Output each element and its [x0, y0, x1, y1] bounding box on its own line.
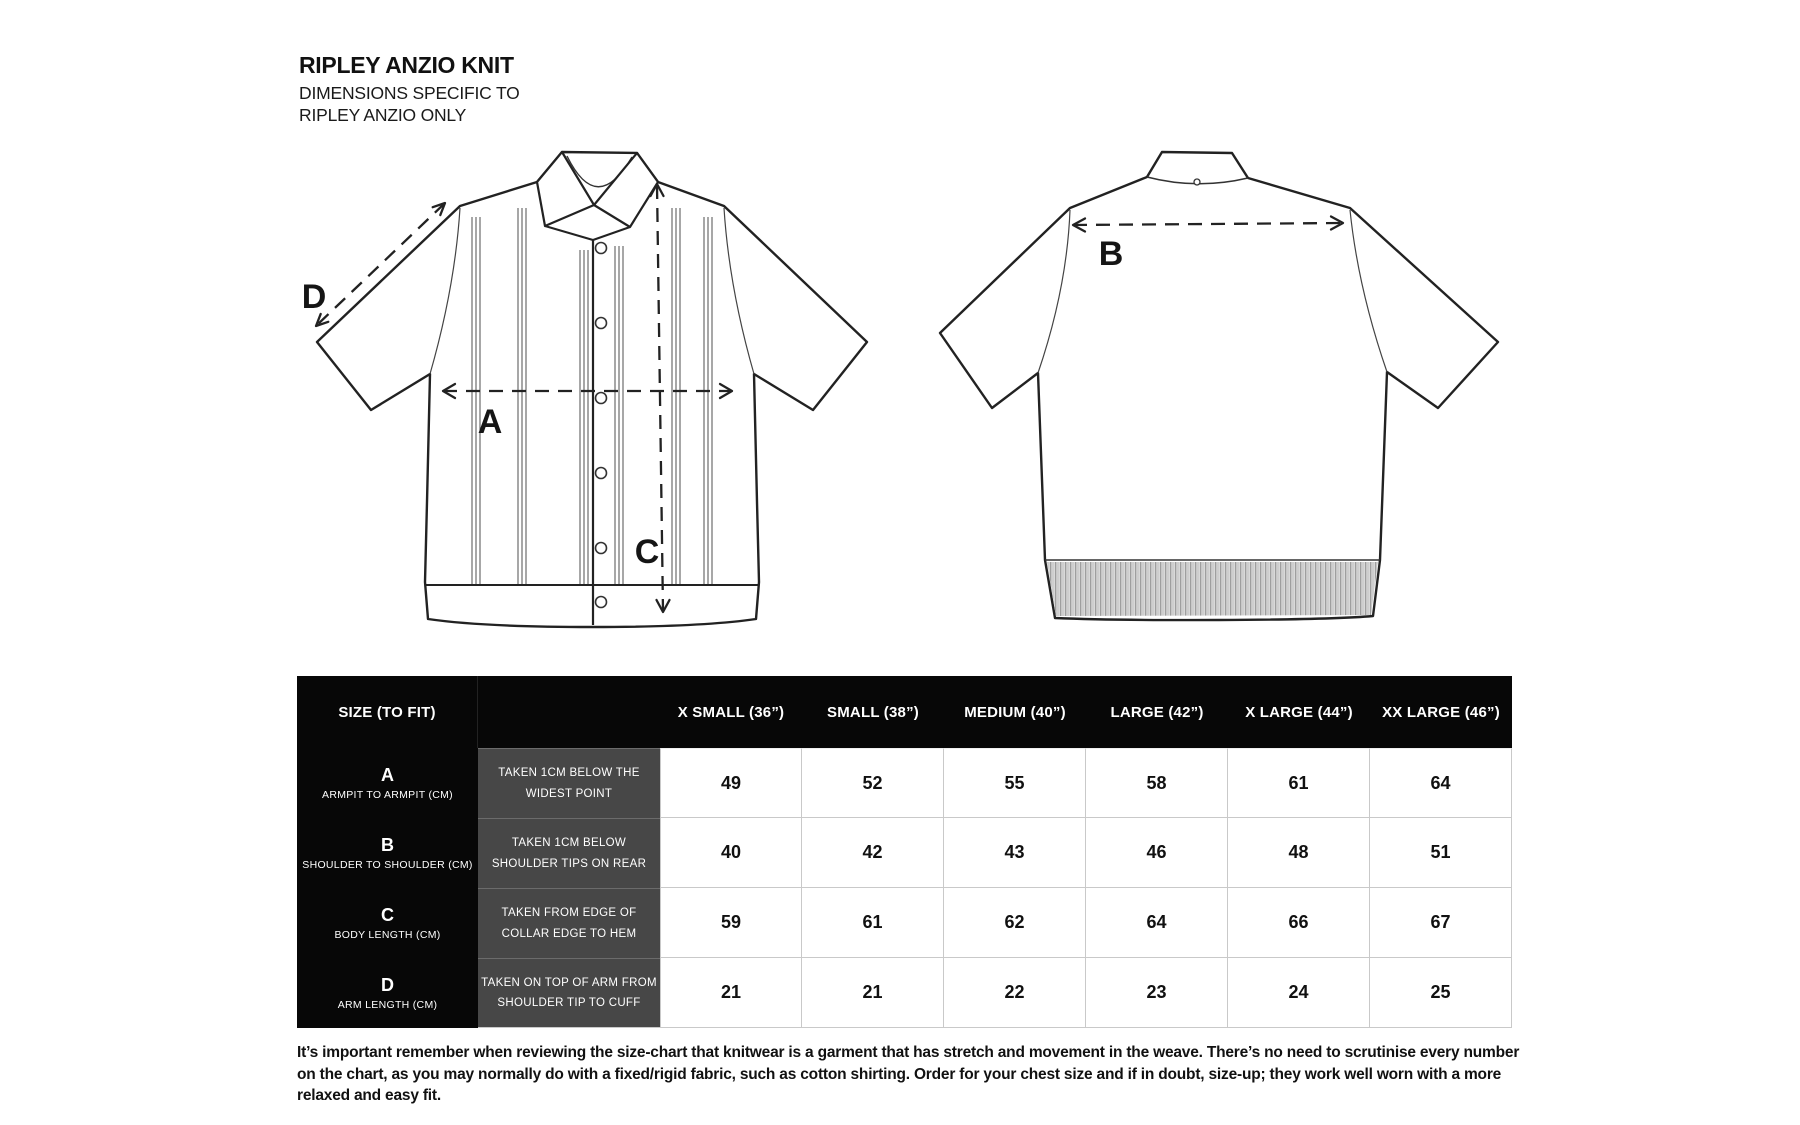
size-value: 49: [660, 748, 802, 818]
row-label-c: [297, 888, 478, 958]
size-value: 59: [660, 888, 802, 958]
size-value: 21: [660, 958, 802, 1028]
measure-name: SHOULDER TO SHOULDER (CM): [302, 859, 473, 872]
header-size-to-fit: SIZE (TO FIT): [297, 676, 478, 748]
measure-name: ARMPIT TO ARMPIT (CM): [322, 789, 453, 802]
header-size-xxlarge: XX LARGE (46”): [1370, 676, 1512, 748]
size-value: 48: [1228, 818, 1370, 888]
size-value: 62: [944, 888, 1086, 958]
row-label-b: [297, 818, 478, 888]
size-value: 21: [802, 958, 944, 1028]
measure-name: BODY LENGTH (CM): [334, 929, 441, 942]
header-size-xsmall: X SMALL (36”): [660, 676, 802, 748]
table-row: [297, 818, 1512, 888]
size-value: 52: [802, 748, 944, 818]
table-header-row: [297, 676, 1512, 748]
size-value: 58: [1086, 748, 1228, 818]
measure-label-c: C: [634, 533, 660, 571]
measure-letter: B: [381, 834, 394, 855]
size-value: 24: [1228, 958, 1370, 1028]
measure-letter: A: [381, 764, 394, 785]
size-value: 67: [1370, 888, 1512, 958]
header-size-medium: MEDIUM (40”): [944, 676, 1086, 748]
size-value: 23: [1086, 958, 1228, 1028]
table-row: [297, 888, 1512, 958]
measure-letter: C: [381, 904, 394, 925]
header-size-xlarge: X LARGE (44”): [1228, 676, 1370, 748]
measure-name: ARM LENGTH (CM): [337, 999, 438, 1012]
page-subtitle-line2: RIPLEY ANZIO ONLY: [299, 105, 467, 126]
size-value: 25: [1370, 958, 1512, 1028]
size-guide-note: It’s important remember when reviewing the size-chart that knitwear is a garment that has stretch and movement in the weave. There’s no need to scrutinise every number on the chart, as you may normally do with a fixed/rigid fabric, such as cotton shirting. Order for your chest size and if in doubt, size-up; they work well worn with a more relaxed and easy fit.: [297, 1044, 1520, 1105]
table-row: [297, 748, 1512, 818]
row-label-d: [297, 958, 478, 1028]
size-table: [297, 676, 1512, 1028]
back-shirt-outline: [940, 152, 1498, 620]
button: [596, 243, 607, 254]
header-size-small: SMALL (38”): [802, 676, 944, 748]
method-description: TAKEN 1CM BELOW SHOULDER TIPS ON REAR: [478, 818, 660, 888]
button: [596, 468, 607, 479]
measure-label-b: B: [1098, 235, 1124, 273]
page-subtitle-line1: DIMENSIONS SPECIFIC TO: [299, 83, 520, 103]
back-shirt-diagram: [925, 128, 1515, 648]
table-row: [297, 958, 1512, 1028]
method-description: TAKEN 1CM BELOW THE WIDEST POINT: [478, 748, 660, 818]
size-value: 22: [944, 958, 1086, 1028]
back-rib-hem-band: [1047, 562, 1378, 616]
button: [596, 318, 607, 329]
button: [596, 393, 607, 404]
size-table-section: [297, 676, 1512, 1028]
size-value: 42: [802, 818, 944, 888]
button: [596, 597, 607, 608]
title-block: [299, 52, 719, 127]
size-value: 61: [802, 888, 944, 958]
button: [596, 543, 607, 554]
size-value: 40: [660, 818, 802, 888]
front-shirt-diagram: [295, 122, 889, 652]
method-description: TAKEN ON TOP OF ARM FROM SHOULDER TIP TO CUFF: [478, 958, 660, 1028]
header-size-large: LARGE (42”): [1086, 676, 1228, 748]
size-value: 46: [1086, 818, 1228, 888]
size-value: 64: [1370, 748, 1512, 818]
size-value: 51: [1370, 818, 1512, 888]
method-description: TAKEN FROM EDGE OF COLLAR EDGE TO HEM: [478, 888, 660, 958]
measure-label-d: D: [301, 278, 327, 316]
measure-letter: D: [381, 974, 394, 995]
size-value: 64: [1086, 888, 1228, 958]
size-value: 43: [944, 818, 1086, 888]
page-title: RIPLEY ANZIO KNIT: [299, 52, 514, 78]
row-label-a: [297, 748, 478, 818]
size-value: 61: [1228, 748, 1370, 818]
size-value: 55: [944, 748, 1086, 818]
back-collar-buttonhole: [1194, 179, 1200, 185]
size-value: 66: [1228, 888, 1370, 958]
measure-label-a: A: [477, 403, 503, 441]
header-method-spacer: [478, 676, 660, 748]
